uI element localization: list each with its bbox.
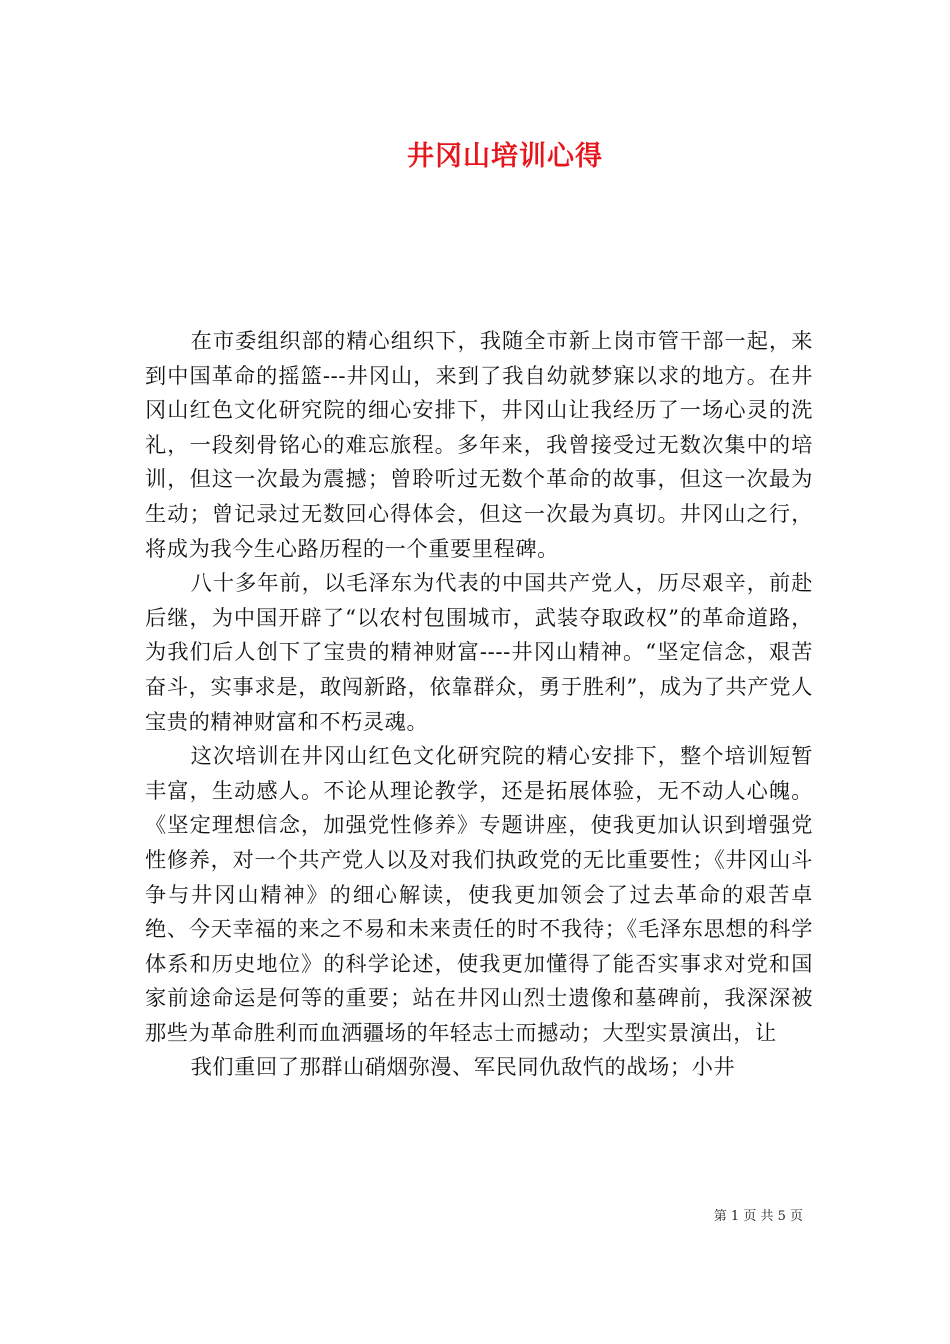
paragraph-2: 八十多年前，以毛泽东为代表的中国共产党人，历尽艰辛，前赴后继，为中国开辟了“以农村包围城市，武装夺取政权”的革命道路，为我们后人创下了宝贵的精神财富----井冈山精神。“坚定信念，艰苦奋斗，实事求是，敢闯新路，依靠群众，勇于胜利”，成为了共产党人宝贵的精神财富和不朽灵魂。 bbox=[145, 570, 813, 734]
document-body bbox=[145, 324, 813, 1085]
paragraph-3: 这次培训在井冈山红色文化研究院的精心安排下，整个培训短暂丰富，生动感人。不论从理论教学，还是拓展体验，无不动人心魄。《坚定理想信念，加强党性修养》专题讲座，使我更加认识到增强党性修养，对一个共产党人以及对我们执政党的无比重要性；《井冈山斗争与井冈山精神》的细心解读，使我更加领会了过去革命的艰苦卓绝、今天幸福的来之不易和未来责任的时不我待；《毛泽东思想的科学体系和历史地位》的科学论述，使我更加懂得了能否实事求对党和国家前途命运是何等的重要；站在井冈山烈士遗像和墓碑前，我深深被那些为革命胜利而血洒疆场的年轻志士而撼动；大型实景演出，让 bbox=[145, 743, 813, 1045]
paragraph-4: 我们重回了那群山硝烟弥漫、军民同仇敌忾的战场；小井 bbox=[190, 1054, 736, 1080]
paragraph-1: 在市委组织部的精心组织下，我随全市新上岗市管干部一起，来到中国革命的摇篮---井冈山，来到了我自幼就梦寐以求的地方。在井冈山红色文化研究院的细心安排下，井冈山让我经历了一场心灵的洗礼，一段刻骨铭心的难忘旅程。多年来，我曾接受过无数次集中的培训，但这一次最为震撼；曾聆听过无数个革命的故事，但这一次最为生动；曾记录过无数回心得体会，但这一次最为真切。井冈山之行，将成为我今生心路历程的一个重要里程碑。 bbox=[145, 328, 813, 561]
document-title: 井冈山培训心得 bbox=[407, 141, 603, 172]
page-number-footer: 第 1 页 共 5 页 bbox=[713, 1209, 803, 1224]
